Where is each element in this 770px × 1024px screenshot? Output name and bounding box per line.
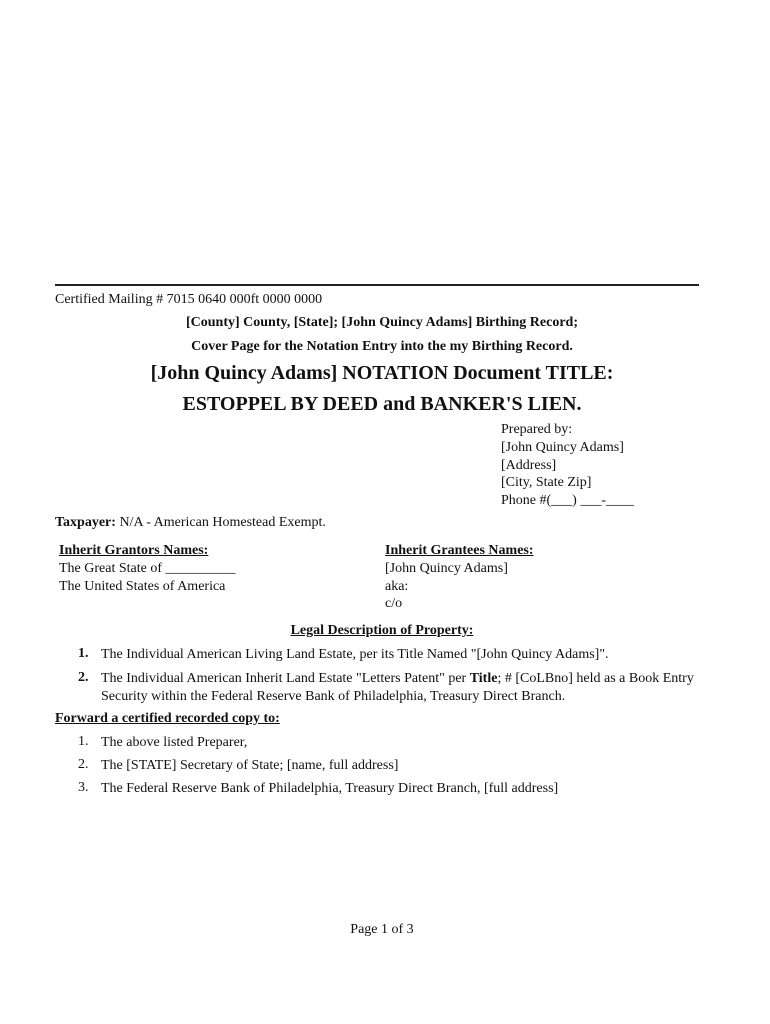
list-item-number: 1. — [78, 646, 89, 661]
list-item-number: 1. — [78, 734, 89, 749]
list-item-text: The Individual American Living Land Estate, per its Title Named "[John Quincy Adams]". — [101, 647, 609, 662]
list-item-number: 2. — [78, 670, 89, 685]
grantee-item: aka: — [385, 578, 409, 594]
header-rule — [55, 284, 699, 286]
cover-page-subtitle: Cover Page for the Notation Entry into the my Birthing Record. — [191, 339, 573, 354]
forward-copy-heading: Forward a certified recorded copy to: — [55, 711, 280, 726]
title-emphasis: Title — [469, 671, 498, 686]
page-number: Page 1 of 3 — [350, 922, 414, 937]
preparer-name: [John Quincy Adams] — [501, 439, 624, 455]
taxpayer-line — [55, 515, 326, 531]
grantee-item: [John Quincy Adams] — [385, 560, 508, 576]
list-item-number: 2. — [78, 757, 89, 772]
prepared-by-block — [501, 421, 634, 510]
list-item-text-part: ; # [CoLBno] held as a Book Entry Security within the Federal Reserve Bank of Philadelphia, Treasury Direct Branch. — [101, 671, 694, 704]
list-item-text: The Federal Reserve Bank of Philadelphia, Treasury Direct Branch, [full address] — [101, 781, 559, 796]
preparer-address: [Address] — [501, 457, 557, 473]
grantors-heading: Inherit Grantors Names: — [59, 543, 209, 558]
taxpayer-label: Taxpayer: — [55, 515, 116, 530]
taxpayer-value: N/A - American Homestead Exempt. — [115, 515, 326, 530]
grantors-column — [59, 542, 236, 595]
grantor-item: The Great State of __________ — [59, 560, 236, 576]
certified-mailing-number: Certified Mailing # 7015 0640 000ft 0000 0000 — [55, 292, 323, 307]
grantees-heading: Inherit Grantees Names: — [385, 543, 534, 558]
legal-description-heading: Legal Description of Property: — [290, 623, 474, 638]
preparer-phone: Phone #(___) ___-____ — [501, 493, 634, 509]
preparer-city: [City, State Zip] — [501, 475, 592, 491]
list-item-number: 3. — [78, 780, 89, 795]
list-item-text — [101, 670, 711, 706]
list-item-text-part: The Individual American Inherit Land Estate "Letters Patent" per — [101, 671, 470, 686]
grantor-item: The United States of America — [59, 578, 226, 594]
list-item-text: The above listed Preparer, — [101, 735, 248, 750]
document-title: [John Quincy Adams] NOTATION Document TITLE: — [150, 362, 614, 384]
list-item-text: The [STATE] Secretary of State; [name, full address] — [101, 758, 399, 773]
document-title-estoppel: ESTOPPEL BY DEED and BANKER'S LIEN. — [182, 393, 582, 415]
birthing-record-subtitle: [County] County, [State]; [John Quincy Adams] Birthing Record; — [185, 315, 578, 330]
grantee-item: c/o — [385, 596, 403, 612]
grantees-column — [385, 542, 534, 613]
prepared-by-label: Prepared by: — [501, 422, 573, 437]
